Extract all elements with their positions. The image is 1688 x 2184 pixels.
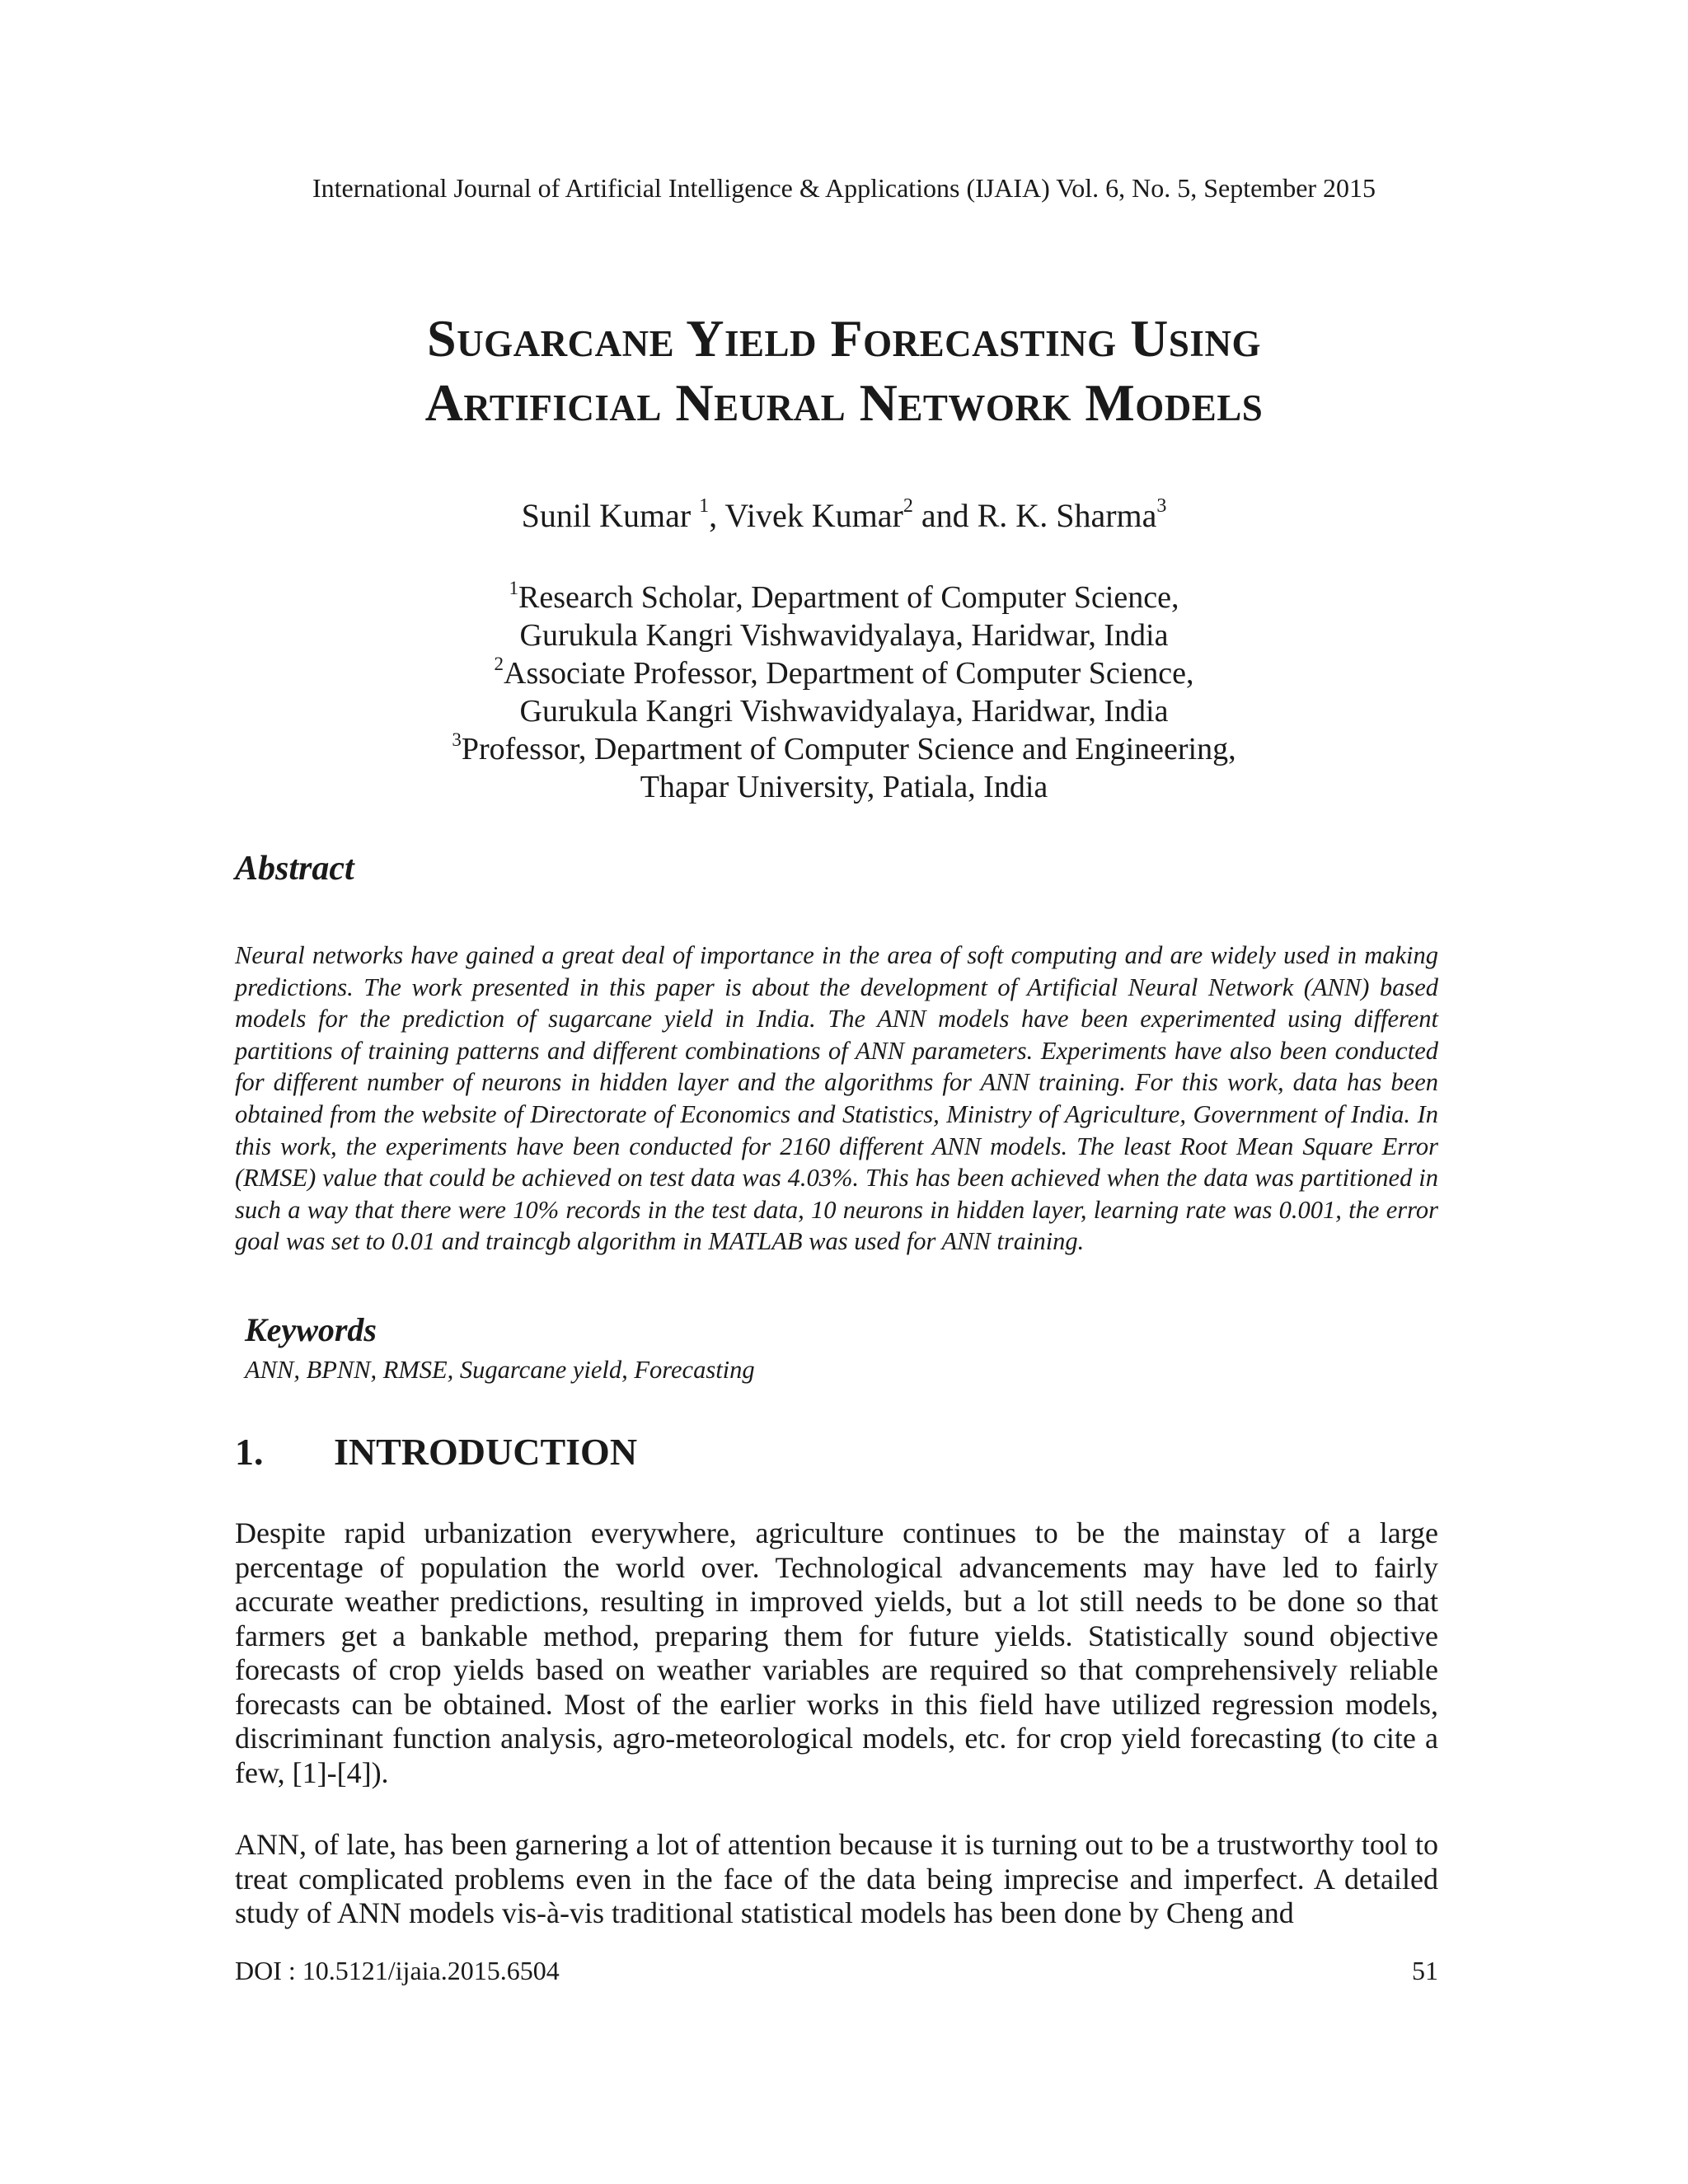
keywords-list: ANN, BPNN, RMSE, Sugarcane yield, Forecasting (245, 1356, 755, 1384)
author-3-affil-mark: 3 (1156, 495, 1167, 517)
section-heading-introduction (235, 1430, 637, 1474)
title-line-2: Artificial Neural Network Models (424, 373, 1264, 432)
affiliation-1-text: Research Scholar, Department of Computer Science, (518, 580, 1179, 615)
affiliation-3-line-1 (0, 730, 1688, 768)
affiliation-3-mark: 3 (452, 729, 462, 750)
paper-title (0, 307, 1688, 435)
affiliation-3-text: Professor, Department of Computer Science and Engineering, (461, 732, 1236, 766)
section-number: 1. (235, 1431, 264, 1473)
author-separator: , (709, 497, 725, 534)
intro-paragraph-1: Despite rapid urbanization everywhere, agriculture continues to be the mainstay of a large percentage of population the world over. Technological advancements may have led to fairly accurate weather predictions, resulting in improved yields, but a lot still needs to be done so that farmers get a bankable method, preparing them for future yields. Statistically sound objective forecasts of crop yields based on weather variables are required so that comprehensively reliable forecasts can be obtained. Most of the earlier works in this field have utilized regression models, discriminant function analysis, agro-meteorological models, etc. for crop yield forecasting (to cite a few, [1]-[4]). (235, 1516, 1438, 1789)
author-list (0, 496, 1688, 535)
affiliation-3-line-2: Thapar University, Patiala, India (640, 770, 1048, 804)
affiliation-2-text: Associate Professor, Department of Computer Science, (504, 656, 1194, 691)
author-1-name: Sunil Kumar (521, 497, 700, 534)
author-3-name: R. K. Sharma (977, 497, 1157, 534)
abstract-body: Neural networks have gained a great deal of importance in the area of soft computing and are widely used in making predictions. The work presented in this paper is about the development of Artificial Neural Network (ANN) based models for the prediction of sugarcane yield in India. The ANN models have been experimented using different partitions of training patterns and different combinations of ANN parameters. Experiments have also been conducted for different number of neurons in hidden layer and the algorithms for ANN training. For this work, data has been obtained from the website of Directorate of Economics and Statistics, Ministry of Agriculture, Government of India. In this work, the experiments have been conducted for 2160 different ANN models. The least Root Mean Square Error (RMSE) value that could be achieved on test data was 4.03%. This has been achieved when the data was partitioned in such a way that there were 10% records in the test data, 10 neurons in hidden layer, learning rate was 0.001, the error goal was set to 0.01 and traincgb algorithm in MATLAB was used for ANN training. (235, 941, 1438, 1256)
abstract-heading: Abstract (235, 850, 354, 888)
affiliation-1-line-1 (0, 579, 1688, 616)
title-line-1: Sugarcane Yield Forecasting Using (427, 309, 1261, 368)
affiliation-2-line-1 (0, 654, 1688, 692)
intro-paragraph-2: ANN, of late, has been garnering a lot of attention because it is turning out to be a trustworthy tool to treat complicated problems even in the face of the data being imprecise and imperfect. A detailed study of ANN models vis-à-vis traditional statistical models has been done by Cheng and (235, 1828, 1438, 1929)
affiliations (0, 579, 1688, 806)
author-2-name: Vivek Kumar (724, 497, 903, 534)
keywords-heading: Keywords (245, 1311, 377, 1348)
page-number: 51 (1412, 1956, 1438, 1985)
author-1-affil-mark: 1 (699, 495, 710, 517)
affiliation-1-mark: 1 (509, 578, 518, 598)
affiliation-1-line-2: Gurukula Kangri Vishwavidyalaya, Haridwar, India (519, 618, 1169, 653)
affiliation-2-line-2: Gurukula Kangri Vishwavidyalaya, Haridwar, India (519, 694, 1169, 729)
running-header: International Journal of Artificial Intelligence & Applications (IJAIA) Vol. 6, No. 5, September 2015 (312, 173, 1376, 203)
footer-doi: DOI : 10.5121/ijaia.2015.6504 (235, 1956, 560, 1985)
section-title: INTRODUCTION (334, 1431, 638, 1473)
affiliation-2-mark: 2 (494, 654, 504, 674)
author-separator: and (912, 497, 978, 534)
author-2-affil-mark: 2 (903, 495, 913, 517)
